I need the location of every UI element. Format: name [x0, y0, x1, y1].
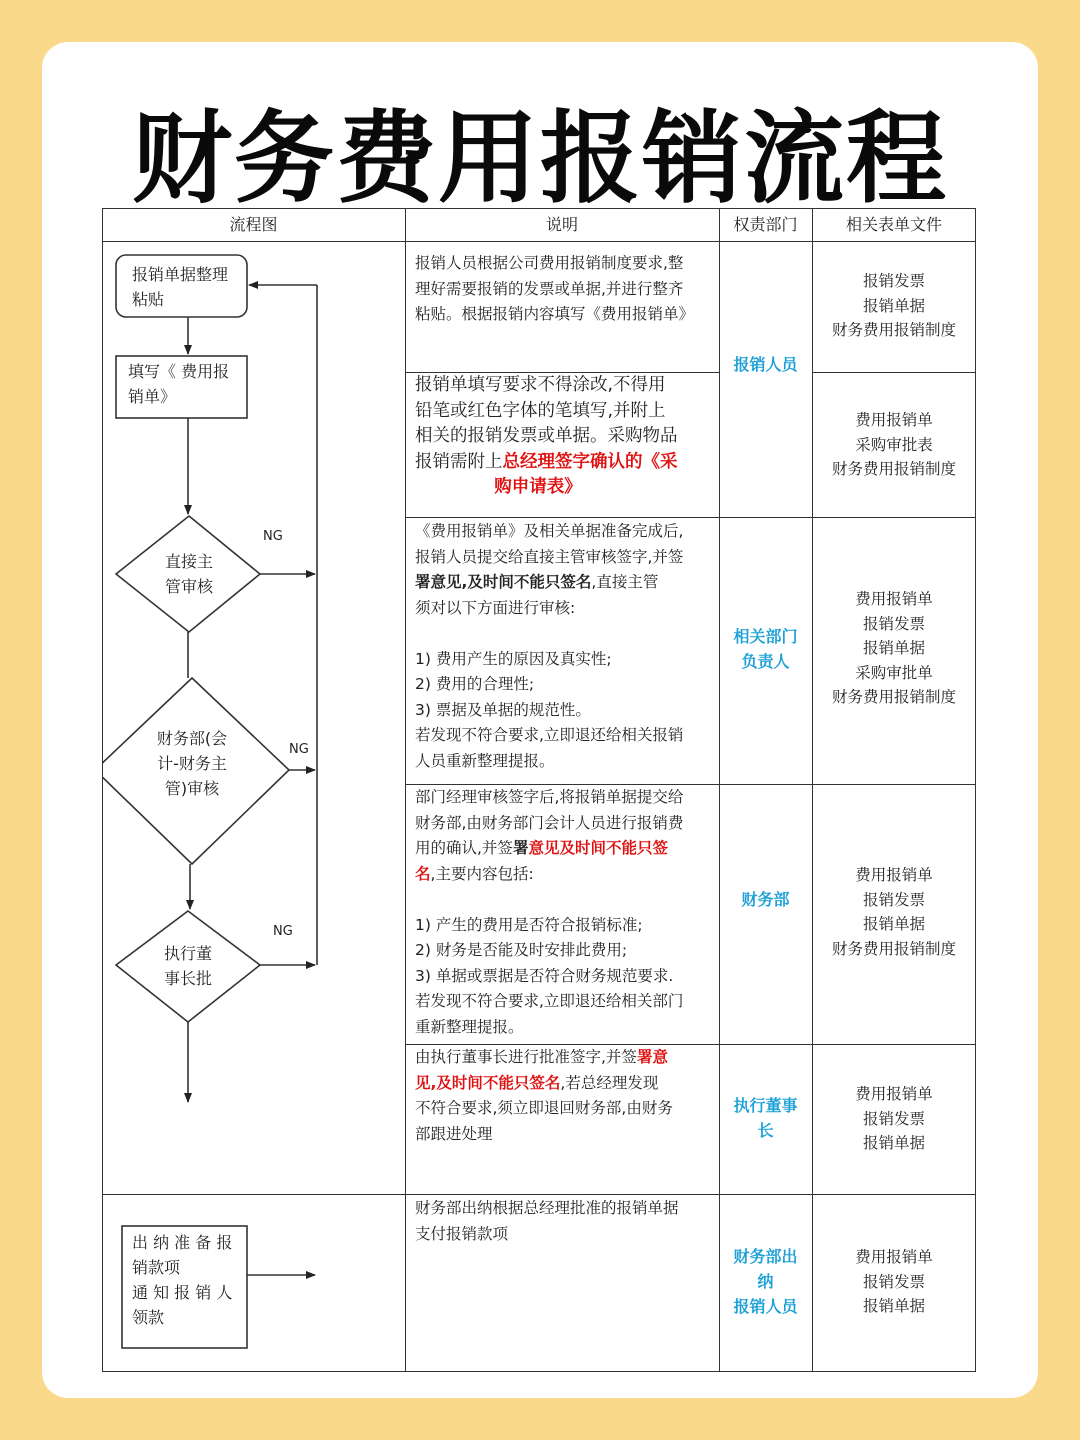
description-text: 2) 财务是否能及时安排此费用; — [415, 941, 628, 959]
form-file-item: 报销发票 — [862, 890, 925, 909]
description-text: 报销需附上 — [415, 451, 503, 472]
description-text: 粘贴。根据报销内容填写《费用报销单》 — [415, 305, 695, 323]
dept-manager — [719, 624, 812, 674]
description-line — [415, 938, 715, 964]
dept-line: 相关部门 — [733, 627, 798, 646]
description-text: 部跟进处理 — [415, 1124, 493, 1143]
description-line — [415, 302, 715, 328]
description-text: 报销人员提交给直接主管审核签字,并签 — [415, 547, 684, 566]
header-description: 说明 — [545, 215, 578, 234]
header-forms: 相关表单文件 — [845, 215, 942, 234]
dept-line: 长 — [757, 1121, 774, 1140]
node-line: 粘贴 — [132, 290, 165, 309]
description-line — [415, 723, 715, 749]
description-line — [415, 1045, 715, 1071]
node-line: 计-财务主 — [157, 754, 227, 773]
dept-line: 报销人员 — [733, 1297, 798, 1316]
description-text: 若发现不符合要求,立即退还给相关报销 — [415, 726, 684, 744]
node-line: 财务部(会 — [156, 729, 228, 748]
description-text: 署意见,及时间不能只签名 — [415, 573, 592, 591]
dept-line: 财务部出 — [733, 1247, 798, 1266]
form-file-item: 报销单据 — [862, 1134, 925, 1152]
ng-label: NG — [273, 924, 293, 939]
description-text: 财务部,由财务部门会计人员进行报销费 — [415, 813, 684, 832]
description-line — [415, 1196, 715, 1222]
highlight-text: 购申请表》 — [415, 477, 582, 497]
row-forms — [812, 587, 976, 710]
row-divider — [405, 517, 976, 518]
form-file-item: 报销单据 — [862, 1297, 925, 1315]
dept-line: 负责人 — [741, 652, 790, 671]
description-text: 相关的报销发票或单据。采购物品 — [415, 426, 678, 446]
process-table — [102, 208, 976, 1372]
description-text: 1) 费用产生的原因及真实性; — [415, 649, 612, 668]
description-line — [415, 277, 715, 303]
description-text: 部门经理审核签字后,将报销单据提交给 — [415, 788, 684, 806]
form-file-item: 费用报销单 — [855, 1085, 933, 1103]
description-text: 由执行董事长进行批准签字,并签 — [415, 1048, 637, 1066]
description-line — [415, 887, 715, 913]
form-file-item: 报销单据 — [862, 915, 925, 933]
header-flowchart: 流程图 — [229, 215, 278, 234]
form-file-item: 采购审批单 — [855, 663, 933, 682]
flow-node-fill-form-label — [120, 359, 252, 409]
description-text: 须对以下方面进行审核: — [415, 598, 576, 617]
description-text: ,直接主管 — [591, 573, 659, 591]
highlight-text: 见,及时间不能只签名 — [415, 1073, 561, 1092]
form-file-item: 费用报销单 — [855, 590, 933, 608]
description-text: 报销人员根据公司费用报销制度要求,整 — [415, 254, 684, 272]
node-line: 领款 — [132, 1308, 165, 1327]
description-line — [415, 964, 715, 990]
description-line — [415, 596, 715, 622]
description-text: 重新整理提报。 — [415, 1017, 524, 1036]
description-text: 3) 票据及单据的规范性。 — [415, 700, 591, 719]
description-line — [415, 913, 715, 939]
dept-line: 报销人员 — [733, 355, 798, 374]
highlight-text: 意见及时间不能只签 — [528, 839, 668, 857]
form-file-item: 采购审批表 — [855, 435, 933, 454]
description-text: ,主要内容包括: — [430, 864, 534, 883]
column-divider — [405, 208, 406, 1372]
form-file-item: 费用报销单 — [855, 1248, 933, 1266]
description-line — [415, 570, 715, 596]
column-divider — [719, 208, 720, 1372]
page-title: 财务费用报销流程 — [132, 100, 948, 217]
description-text: 1) 产生的费用是否符合报销标准; — [415, 915, 643, 934]
node-line: 管审核 — [164, 577, 213, 596]
description-line — [415, 836, 715, 862]
row-forms — [812, 408, 976, 482]
flow-decision-supervisor-label — [139, 549, 239, 599]
dept-finance — [719, 887, 812, 912]
highlight-text: 名 — [415, 864, 431, 883]
node-line: 报销单据整理 — [132, 265, 229, 284]
flow-node-cashier-label — [132, 1230, 242, 1330]
description-line — [415, 399, 715, 425]
flow-node-start-label — [120, 262, 256, 312]
description-text: 理好需要报销的发票或单据,并进行整齐 — [415, 279, 684, 298]
description-line — [415, 450, 715, 476]
node-line: 销款项 — [132, 1258, 181, 1277]
description-text: 支付报销款项 — [415, 1224, 509, 1243]
column-divider — [812, 208, 813, 1372]
description-line — [415, 785, 715, 811]
description-text: 人员重新整理提报。 — [415, 751, 555, 770]
row-description — [415, 373, 715, 501]
form-file-item: 财务费用报销制度 — [831, 939, 956, 958]
row-description — [415, 785, 715, 1040]
description-text: 财务部出纳根据总经理批准的报销单据 — [415, 1199, 679, 1217]
form-file-item: 报销单据 — [862, 296, 925, 315]
header-department: 权责部门 — [733, 215, 798, 234]
node-line: 管)审核 — [164, 779, 220, 798]
form-file-item: 财务费用报销制度 — [831, 460, 956, 478]
description-line — [415, 1071, 715, 1097]
description-line — [415, 621, 715, 647]
description-text: 2) 费用的合理性; — [415, 675, 535, 693]
row-divider — [812, 372, 976, 373]
row-description — [415, 1045, 715, 1147]
dept-cashier — [719, 1244, 812, 1319]
description-line — [415, 545, 715, 571]
description-text: 不符合要求,须立即退回财务部,由财务 — [415, 1099, 673, 1117]
description-line — [415, 862, 715, 888]
description-text: 《费用报销单》及相关单据准备完成后, — [415, 522, 684, 540]
form-file-item: 费用报销单 — [855, 866, 933, 884]
dept-chairman — [719, 1093, 812, 1143]
node-line: 执行董 — [163, 944, 212, 963]
row-description — [415, 251, 715, 328]
description-line — [415, 811, 715, 837]
description-line — [415, 1222, 715, 1248]
highlight-text: 署意 — [636, 1048, 668, 1066]
dept-line: 执行董事 — [733, 1096, 798, 1115]
node-line: 通 知 报 销 人 — [132, 1283, 233, 1302]
description-text: 用的确认,并签 — [415, 839, 513, 857]
description-line — [415, 424, 715, 450]
description-line — [415, 475, 715, 501]
dept-line: 财务部 — [741, 890, 790, 909]
form-file-item: 财务费用报销制度 — [831, 688, 956, 706]
node-line: 出 纳 准 备 报 — [132, 1233, 233, 1252]
description-line — [415, 989, 715, 1015]
row-description — [415, 1196, 715, 1247]
node-line: 销单》 — [128, 387, 177, 406]
node-line: 事长批 — [163, 969, 212, 988]
description-line — [415, 519, 715, 545]
form-file-item: 财务费用报销制度 — [831, 321, 956, 339]
flow-decision-chairman-label — [138, 941, 238, 991]
description-line — [415, 1015, 715, 1041]
node-line: 直接主 — [164, 552, 213, 571]
node-line: 填写《 费用报 — [128, 362, 230, 381]
row-forms — [812, 863, 976, 961]
highlight-text: 总经理签字确认的《采 — [502, 451, 678, 472]
form-file-item: 报销发票 — [862, 272, 925, 290]
row-forms — [812, 269, 976, 343]
description-line — [415, 647, 715, 673]
description-text: 若发现不符合要求,立即退还给相关部门 — [415, 992, 684, 1010]
dept-line: 纳 — [757, 1272, 774, 1291]
description-line — [415, 698, 715, 724]
form-file-item: 报销发票 — [862, 1272, 925, 1291]
row-description — [415, 519, 715, 774]
ng-label: NG — [289, 742, 309, 757]
row-forms — [812, 1082, 976, 1156]
description-text: 铅笔或红色字体的笔填写,并附上 — [415, 400, 666, 421]
description-line — [415, 672, 715, 698]
description-line — [415, 749, 715, 775]
row-forms — [812, 1245, 976, 1319]
description-line — [415, 1096, 715, 1122]
description-text: 3) 单据或票据是否符合财务规范要求. — [415, 966, 674, 985]
flow-decision-finance-label — [142, 726, 242, 801]
description-text: ,若总经理发现 — [560, 1073, 659, 1092]
description-line — [415, 251, 715, 277]
description-line — [415, 373, 715, 399]
dept-reimburser — [719, 352, 812, 377]
form-file-item: 费用报销单 — [855, 411, 933, 429]
ng-label: NG — [263, 529, 283, 544]
form-file-item: 报销发票 — [862, 614, 925, 633]
description-line — [415, 1122, 715, 1148]
description-text: 署 — [512, 839, 529, 857]
form-file-item: 报销单据 — [862, 639, 925, 657]
form-file-item: 报销发票 — [862, 1109, 925, 1128]
description-text: 报销单填写要求不得涂改,不得用 — [415, 375, 666, 395]
